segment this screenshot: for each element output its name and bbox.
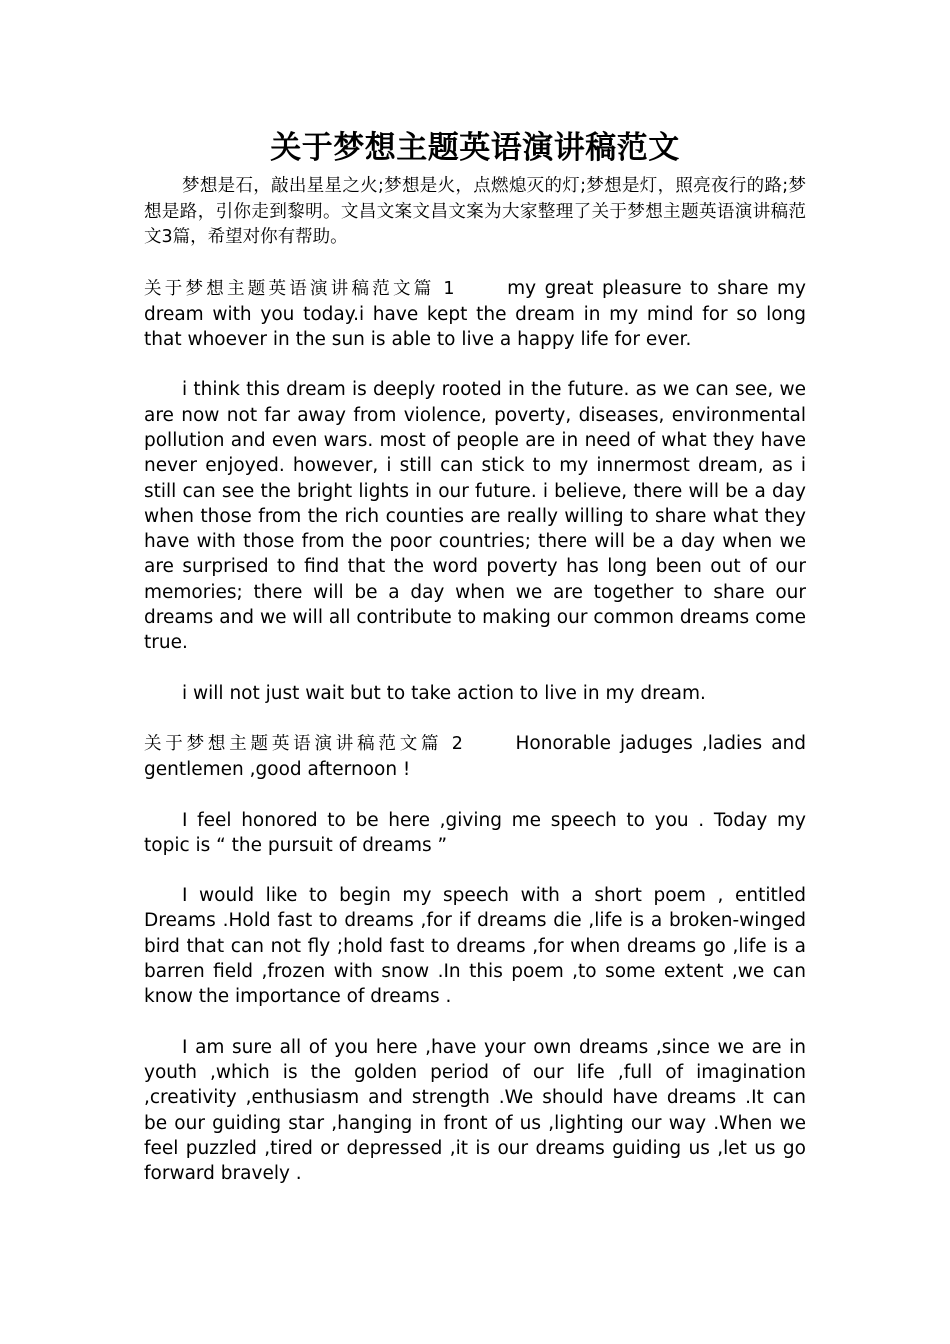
- section-1-paragraph-2: i think this dream is deeply rooted in the future. as we can see, we are now not far away from violence, poverty, diseases, environmental pollution and even wars. most of people are in need of what they have never enjoyed. however, i still can stick to my innermost dream, as i still can see the bright lights in our future. i believe, there will be a day when those from the rich counties are really willing to share what they have with those from the poor countries; there will be a day when we are surprised to find that the word poverty has long been out of our memories; there will be a day when we are together to share our dreams and we will all contribute to making our common dreams come true.: [144, 379, 806, 654]
- section-2-paragraph-3: I would like to begin my speech with a short poem , entitled Dreams .Hold fast to dreams ,for if dreams die ,life is a broken-winged bird that can not fly ;hold fast to dreams ,for when dreams go ,life is a barren field ,frozen with snow .In this poem ,to some extent ,we can know the importance of dreams .: [144, 885, 806, 1008]
- document-page: [144, 126, 806, 1186]
- section-2-first-paragraph: [144, 731, 806, 783]
- section-1-paragraph-1: my great pleasure to share my dream with you today.i have kept the dream in my mind for so long that whoever in the sun is able to live a happy life for ever.: [144, 277, 806, 351]
- section-1-heading: 关于梦想主题英语演讲稿范文篇 1: [144, 278, 456, 299]
- section-2-paragraph-1: Honorable jaduges ,ladies and gentlemen ,good afternoon !: [144, 732, 806, 781]
- section-1-first-paragraph: [144, 276, 806, 353]
- section-1-paragraph-3: i will not just wait but to take action to live in my dream.: [182, 682, 706, 704]
- section-2-paragraph-4: I am sure all of you here ,have your own dreams ,since we are in youth ,which is the golden period of our life ,full of imagination ,creativity ,enthusiasm and strength .We should have dreams .It can be our guiding star ,hanging in front of us ,lighting our way .When we feel puzzled ,tired or depressed ,it is our dreams guiding us ,let us go forward bravely .: [144, 1036, 806, 1185]
- section-2-heading: 关于梦想主题英语演讲稿范文篇 2: [144, 733, 464, 754]
- intro-paragraph: 梦想是石，敲出星星之火;梦想是火，点燃熄灭的灯;梦想是灯，照亮夜行的路;梦想是路，引你走到黎明。文昌文案文昌文案为大家整理了关于梦想主题英语演讲稿范文3篇，希望对你有帮助。: [144, 176, 806, 247]
- document-title: 关于梦想主题英语演讲稿范文: [270, 130, 680, 166]
- section-2-paragraph-2: I feel honored to be here ,giving me speech to you . Today my topic is “ the pursuit of dreams ”: [144, 809, 806, 856]
